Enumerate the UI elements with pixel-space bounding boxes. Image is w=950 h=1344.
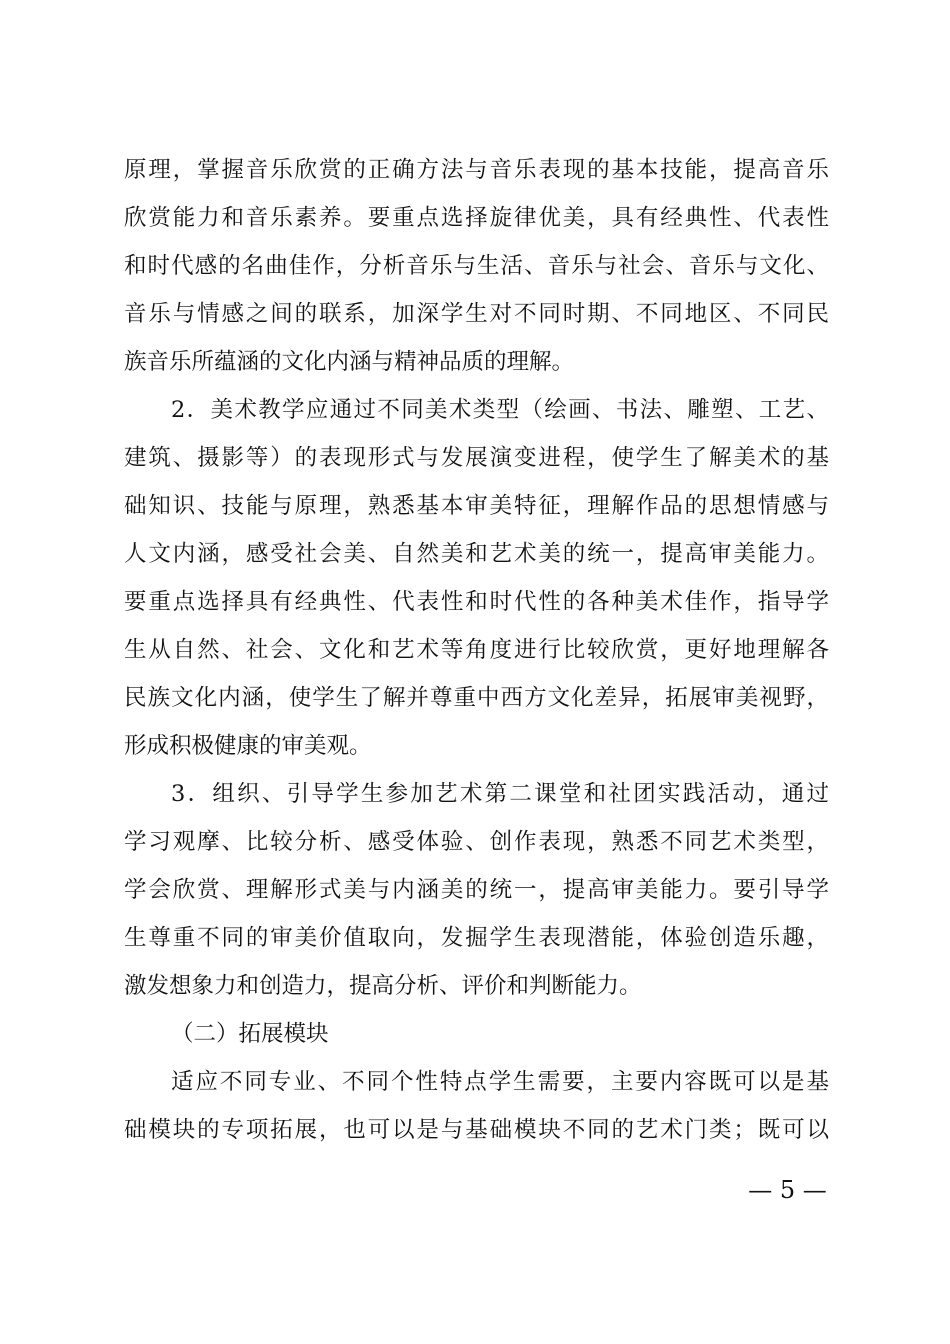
section-heading: （二）拓展模块 — [171, 1021, 329, 1047]
text-line: 形成积极健康的审美观。 — [124, 733, 372, 759]
text-line: 学会欣赏、理解形式美与内涵美的统一，提高审美能力。要引导学 — [124, 877, 829, 903]
text-line: 激发想象力和创造力，提高分析、评价和判断能力。 — [124, 973, 642, 999]
text-line: 人文内涵，感受社会美、自然美和艺术美的统一，提高审美能力。 — [124, 541, 829, 567]
text-line: 族音乐所蕴涵的文化内涵与精神品质的理解。 — [124, 349, 575, 375]
page-number: — 5 — — [748, 1176, 827, 1204]
text-line: 础模块的专项拓展，也可以是与基础模块不同的艺术门类；既可以 — [124, 1117, 829, 1143]
text-line: 民族文化内涵，使学生了解并尊重中西方文化差异，拓展审美视野， — [124, 685, 829, 711]
text-line: 建筑、摄影等）的表现形式与发展演变进程，使学生了解美术的基 — [124, 445, 829, 471]
text-line: 原理，掌握音乐欣赏的正确方法与音乐表现的基本技能，提高音乐 — [124, 157, 829, 183]
text-line: 础知识、技能与原理，熟悉基本审美特征，理解作品的思想情感与 — [124, 493, 829, 519]
text-line: 要重点选择具有经典性、代表性和时代性的各种美术佳作，指导学 — [124, 589, 829, 615]
text-line: 和时代感的名曲佳作，分析音乐与生活、音乐与社会、音乐与文化、 — [124, 253, 829, 279]
text-line: 音乐与情感之间的联系，加深学生对不同时期、不同地区、不同民 — [124, 301, 829, 327]
text-line: 2．美术教学应通过不同美术类型（绘画、书法、雕塑、工艺、 — [171, 397, 829, 423]
text-line: 3．组织、引导学生参加艺术第二课堂和社团实践活动，通过 — [171, 781, 829, 807]
text-line: 生尊重不同的审美价值取向，发掘学生表现潜能，体验创造乐趣， — [124, 925, 829, 951]
text-line: 生从自然、社会、文化和艺术等角度进行比较欣赏，更好地理解各 — [124, 637, 829, 663]
text-line: 学习观摩、比较分析、感受体验、创作表现，熟悉不同艺术类型， — [124, 829, 829, 855]
text-line: 适应不同专业、不同个性特点学生需要，主要内容既可以是基 — [171, 1069, 829, 1095]
text-line: 欣赏能力和音乐素养。要重点选择旋律优美，具有经典性、代表性 — [124, 205, 829, 231]
